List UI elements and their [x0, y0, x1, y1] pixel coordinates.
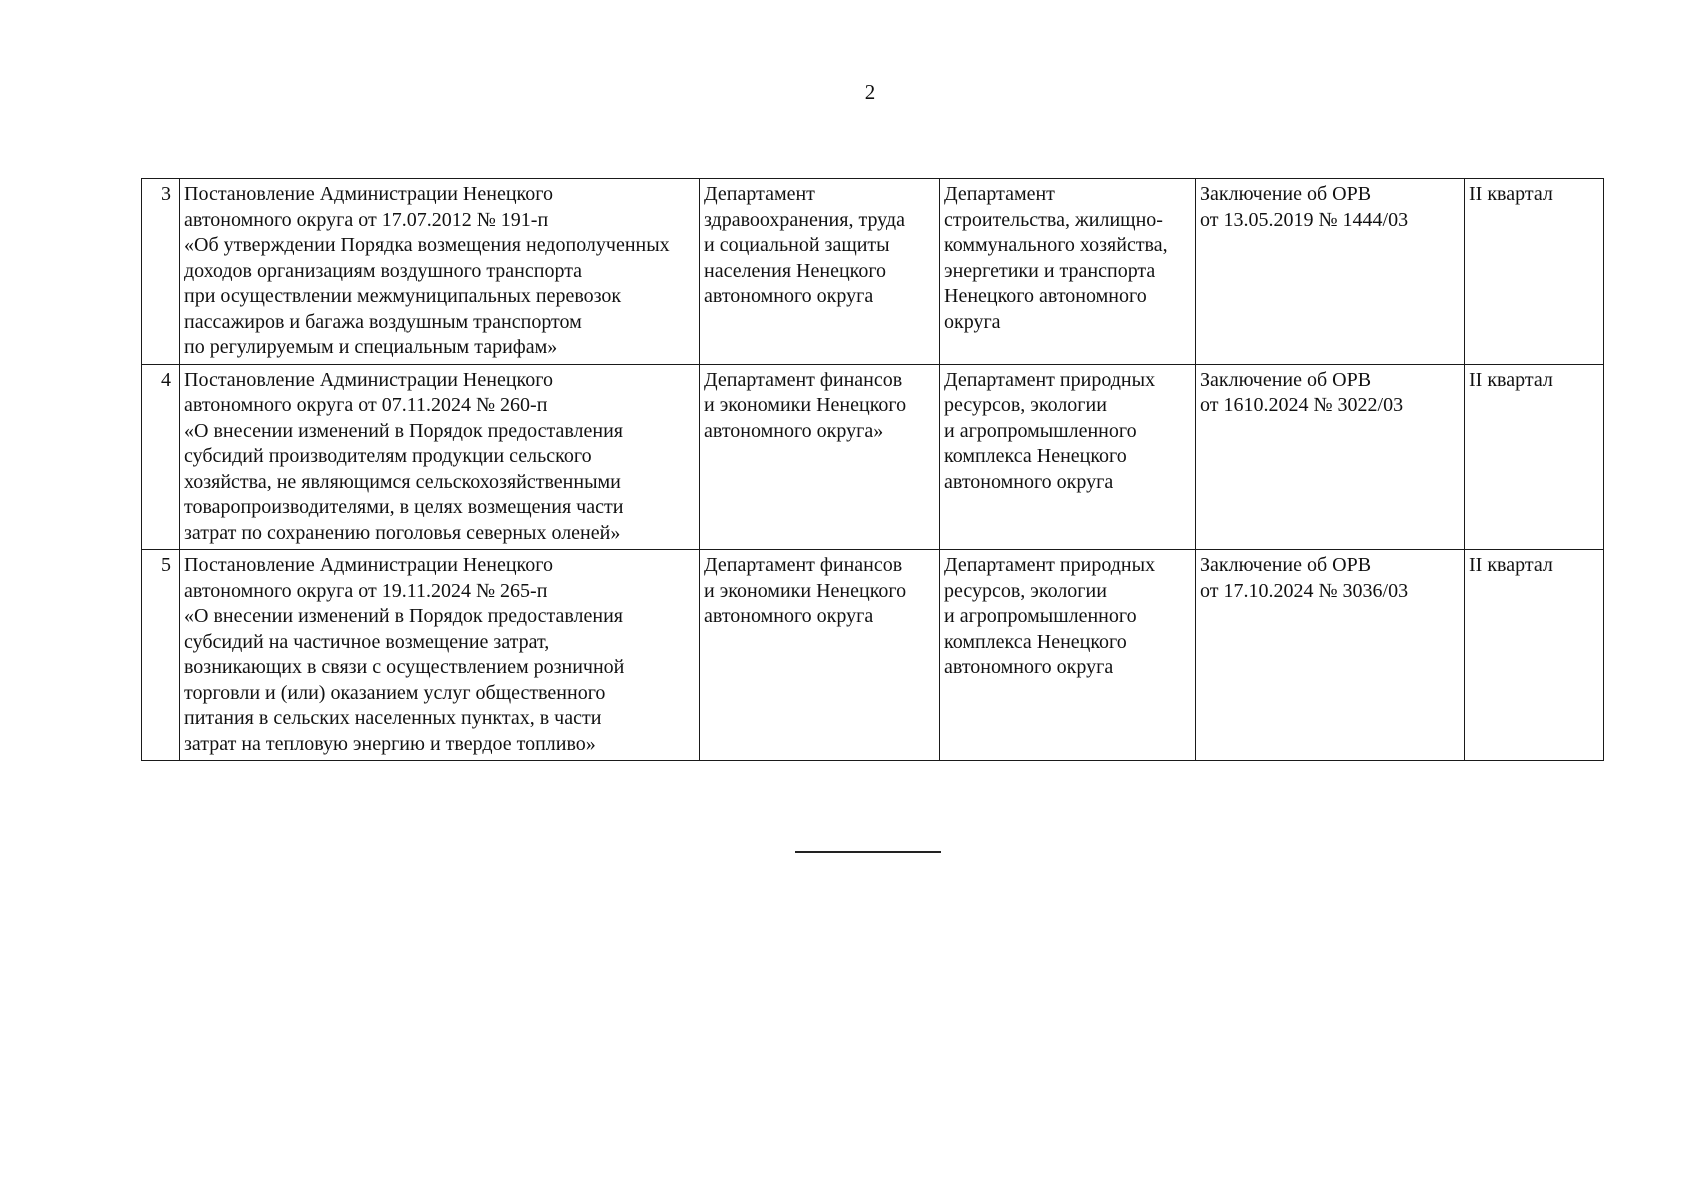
responsible-line: округа: [944, 310, 1001, 333]
developer-line: Департамент: [704, 183, 815, 205]
period-cell: II квартал: [1465, 179, 1604, 365]
act-line: субсидий производителям продукции сельского: [184, 445, 592, 467]
developer-line: Департамент финансов: [704, 554, 903, 576]
table-row: [142, 364, 1604, 550]
table-row: [142, 550, 1604, 761]
conclusion-cell: [1196, 550, 1465, 761]
responsible-line: и агропромышленного: [944, 605, 1137, 627]
row-number: 5: [142, 550, 180, 761]
act-line: Постановление Администрации Ненецкого: [184, 554, 553, 576]
act-line: автономного округа от 19.11.2024 № 265-п: [184, 579, 548, 602]
developer-cell: [700, 179, 940, 365]
responsible-line: и агропромышленного: [944, 419, 1137, 442]
responsible-line: коммунального хозяйства,: [944, 234, 1168, 256]
developer-line: автономного округа: [704, 605, 874, 627]
responsible-line: автономного округа: [944, 470, 1114, 493]
developer-line: и экономики Ненецкого: [704, 579, 907, 602]
responsible-line: комплекса Ненецкого: [944, 445, 1127, 467]
act-line: возникающих в связи с осуществлением розничной: [184, 656, 625, 678]
act-line: «Об утверждении Порядка возмещения недополученных: [184, 234, 670, 256]
responsible-line: ресурсов, экологии: [944, 394, 1107, 416]
plan-table: [141, 178, 1604, 761]
responsible-line: комплекса Ненецкого: [944, 630, 1127, 653]
conclusion-line: Заключение об ОРВ: [1200, 554, 1372, 576]
conclusion-line: от 17.10.2024 № 3036/03: [1200, 579, 1409, 602]
row-number: 4: [142, 364, 180, 550]
act-line: «О внесении изменений в Порядок предоставления: [184, 605, 623, 627]
act-cell: [180, 179, 700, 365]
responsible-line: Департамент: [944, 183, 1055, 205]
responsible-line: строительства, жилищно-: [944, 208, 1163, 231]
act-line: затрат по сохранению поголовья северных оленей»: [184, 521, 621, 544]
developer-line: и экономики Ненецкого: [704, 394, 907, 416]
table-row: [142, 179, 1604, 365]
responsible-line: Ненецкого автономного: [944, 285, 1147, 307]
responsible-line: энергетики и транспорта: [944, 259, 1156, 282]
developer-line: автономного округа: [704, 285, 874, 307]
act-cell: [180, 364, 700, 550]
developer-cell: [700, 550, 940, 761]
row-number: 3: [142, 179, 180, 365]
responsible-cell: [940, 550, 1196, 761]
responsible-cell: [940, 364, 1196, 550]
act-line: доходов организациям воздушного транспорта: [184, 259, 583, 282]
act-line: торговли и (или) оказанием услуг общественного: [184, 681, 606, 704]
responsible-line: ресурсов, экологии: [944, 579, 1107, 602]
period-cell: II квартал: [1465, 364, 1604, 550]
responsible-line: Департамент природных: [944, 368, 1156, 391]
end-of-document-rule: [795, 851, 941, 853]
act-line: автономного округа от 07.11.2024 № 260-п: [184, 394, 548, 416]
act-line: при осуществлении межмуниципальных перевозок: [184, 285, 622, 307]
conclusion-line: от 13.05.2019 № 1444/03: [1200, 208, 1409, 231]
act-line: «О внесении изменений в Порядок предоставления: [184, 419, 623, 442]
developer-line: и социальной защиты: [704, 234, 890, 256]
act-line: затрат на тепловую энергию и твердое топливо»: [184, 732, 596, 755]
conclusion-cell: [1196, 179, 1465, 365]
page-number: 2: [864, 80, 876, 104]
conclusion-cell: [1196, 364, 1465, 550]
act-line: автономного округа от 17.07.2012 № 191-п: [184, 208, 549, 231]
developer-line: автономного округа»: [704, 419, 884, 442]
conclusion-line: Заключение об ОРВ: [1200, 183, 1372, 205]
responsible-line: Департамент природных: [944, 554, 1156, 576]
responsible-line: автономного округа: [944, 656, 1114, 678]
developer-cell: [700, 364, 940, 550]
act-line: хозяйства, не являющимся сельскохозяйственными: [184, 470, 621, 493]
developer-line: Департамент финансов: [704, 368, 903, 391]
act-line: Постановление Администрации Ненецкого: [184, 368, 553, 391]
act-cell: [180, 550, 700, 761]
act-line: питания в сельских населенных пунктах, в части: [184, 707, 602, 729]
responsible-cell: [940, 179, 1196, 365]
act-line: пассажиров и багажа воздушным транспортом: [184, 310, 582, 333]
act-line: субсидий на частичное возмещение затрат,: [184, 630, 550, 653]
act-line: по регулируемым и специальным тарифам»: [184, 336, 558, 358]
developer-line: здравоохранения, труда: [704, 208, 905, 231]
act-line: Постановление Администрации Ненецкого: [184, 183, 553, 205]
act-line: товаропроизводителями, в целях возмещения части: [184, 496, 624, 518]
conclusion-line: Заключение об ОРВ: [1200, 368, 1372, 391]
period-cell: II квартал: [1465, 550, 1604, 761]
conclusion-line: от 1610.2024 № 3022/03: [1200, 394, 1404, 416]
developer-line: населения Ненецкого: [704, 259, 887, 282]
